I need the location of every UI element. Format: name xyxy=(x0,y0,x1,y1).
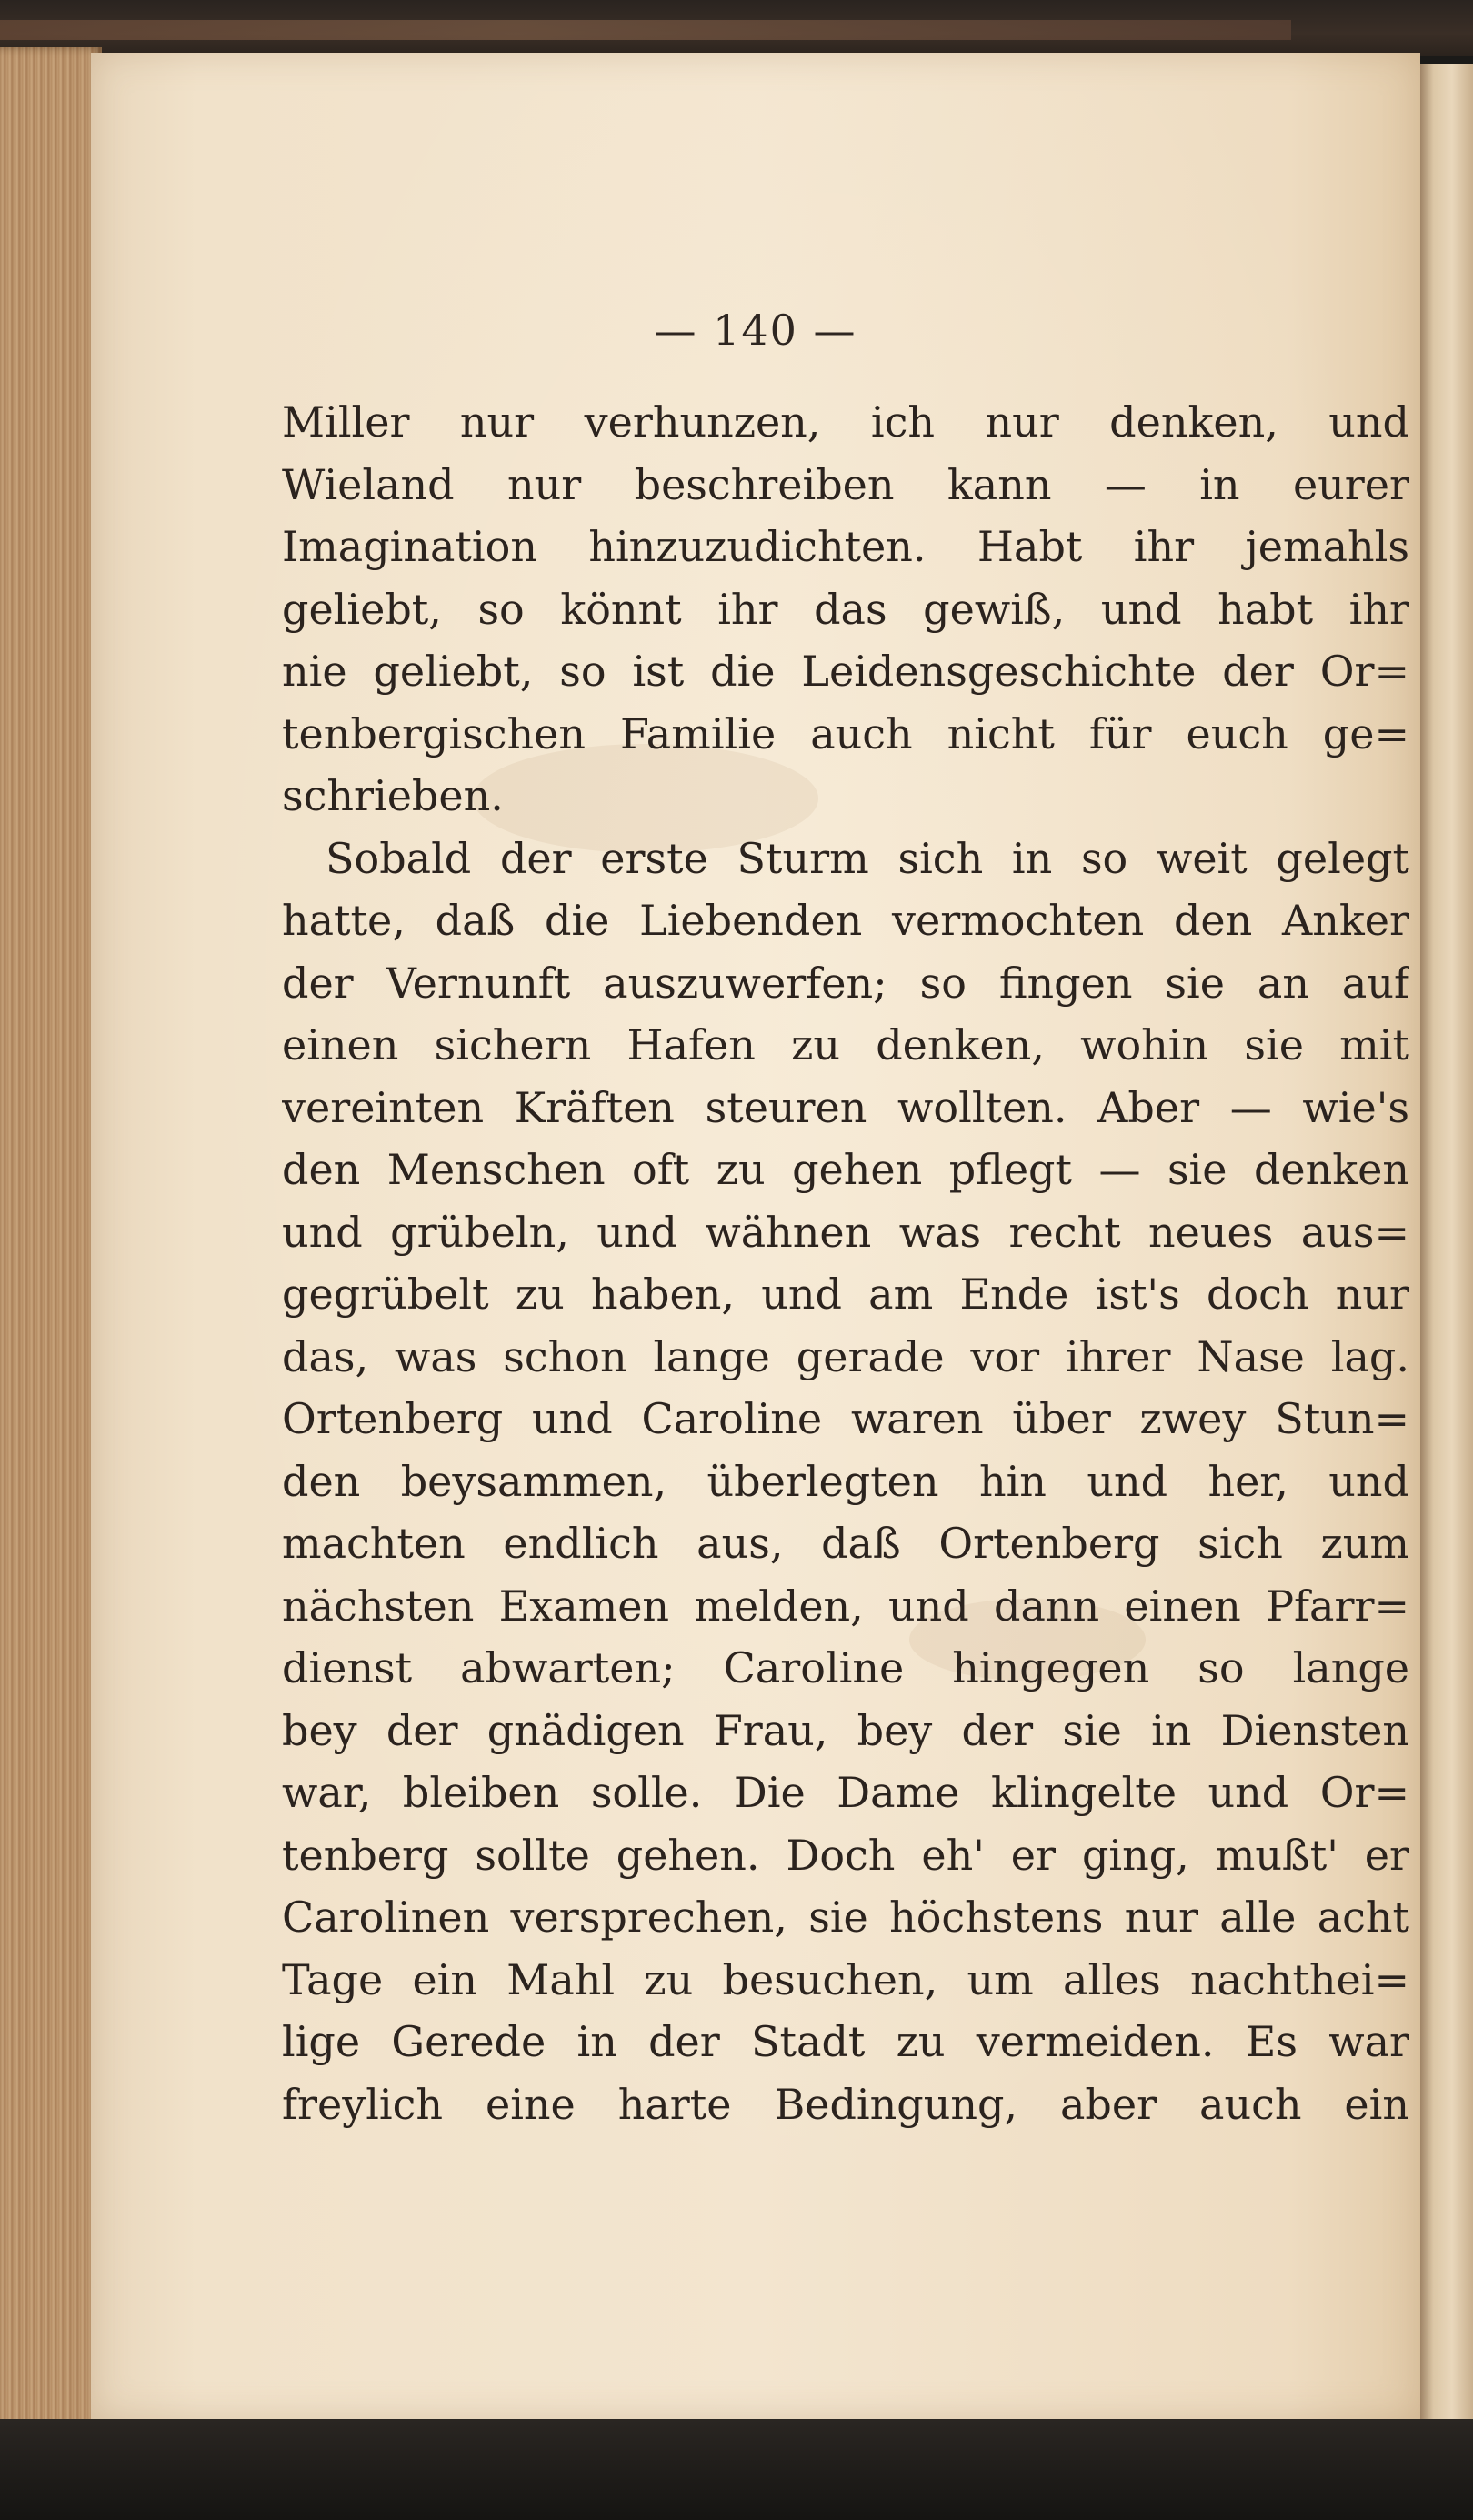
book-top-edge xyxy=(0,0,1473,56)
book-page xyxy=(91,53,1420,2419)
text-line: tenberg sollte gehen. Doch eh' er ging, mußt' er xyxy=(282,1830,1409,1880)
text-line: und grübeln, und wähnen was recht neues aus= xyxy=(282,1207,1409,1257)
body-text xyxy=(282,391,1409,2135)
text-line: Ortenberg und Caroline waren über zwey Stun= xyxy=(282,1394,1409,1443)
text-line: dienst abwarten; Caroline hingegen so lange xyxy=(282,1643,1409,1692)
text-line: einen sichern Hafen zu denken, wohin sie mit xyxy=(282,1020,1409,1069)
text-line: das, was schon lange gerade vor ihrer Nase lag. xyxy=(282,1331,1409,1381)
text-line: den beysammen, überlegten hin und her, und xyxy=(282,1456,1409,1506)
page-number: — 140 — xyxy=(654,306,857,355)
text-line: Sobald der erste Sturm sich in so weit gelegt xyxy=(326,833,1409,883)
text-line: bey der gnädigen Frau, bey der sie in Diensten xyxy=(282,1705,1409,1755)
text-line: den Menschen oft zu gehen pflegt — sie denken xyxy=(282,1145,1409,1194)
text-line: machten endlich aus, daß Ortenberg sich zum xyxy=(282,1519,1409,1568)
page-edges-left xyxy=(0,47,102,2430)
book-bottom-edge xyxy=(0,2419,1473,2520)
next-page-sliver xyxy=(1420,64,1473,2419)
text-line: tenbergischen Familie auch nicht für euch ge= xyxy=(282,708,1409,758)
text-line: Tage ein Mahl zu besuchen, um alles nachthei= xyxy=(282,1954,1409,2004)
text-line: Imagination hinzuzudichten. Habt ihr jemahls xyxy=(282,522,1409,571)
text-line: freylich eine harte Bedingung, aber auch ein xyxy=(282,2079,1409,2129)
text-line: gegrübelt zu haben, und am Ende ist's doch nur xyxy=(282,1270,1409,1319)
text-line: Miller nur verhunzen, ich nur denken, und xyxy=(282,397,1409,447)
text-line: war, bleiben solle. Die Dame klingelte und Or= xyxy=(282,1768,1409,1817)
text-line: nie geliebt, so ist die Leidensgeschichte der Or= xyxy=(282,647,1409,696)
text-line: vereinten Kräften steuren wollten. Aber — wie's xyxy=(282,1082,1409,1132)
text-line: der Vernunft auszuwerfen; so fingen sie an auf xyxy=(282,958,1409,1008)
text-line: Wieland nur beschreiben kann — in eurer xyxy=(282,459,1409,509)
text-line: schrieben. xyxy=(282,771,504,820)
text-line: geliebt, so könnt ihr das gewiß, und habt ihr xyxy=(282,584,1409,634)
text-line: nächsten Examen melden, und dann einen Pfarr= xyxy=(282,1581,1409,1631)
text-line: Carolinen versprechen, sie höchstens nur alle acht xyxy=(282,1893,1409,1942)
text-line: hatte, daß die Liebenden vermochten den Anker xyxy=(282,896,1409,945)
text-line: lige Gerede in der Stadt zu vermeiden. Es war xyxy=(282,2017,1409,2066)
